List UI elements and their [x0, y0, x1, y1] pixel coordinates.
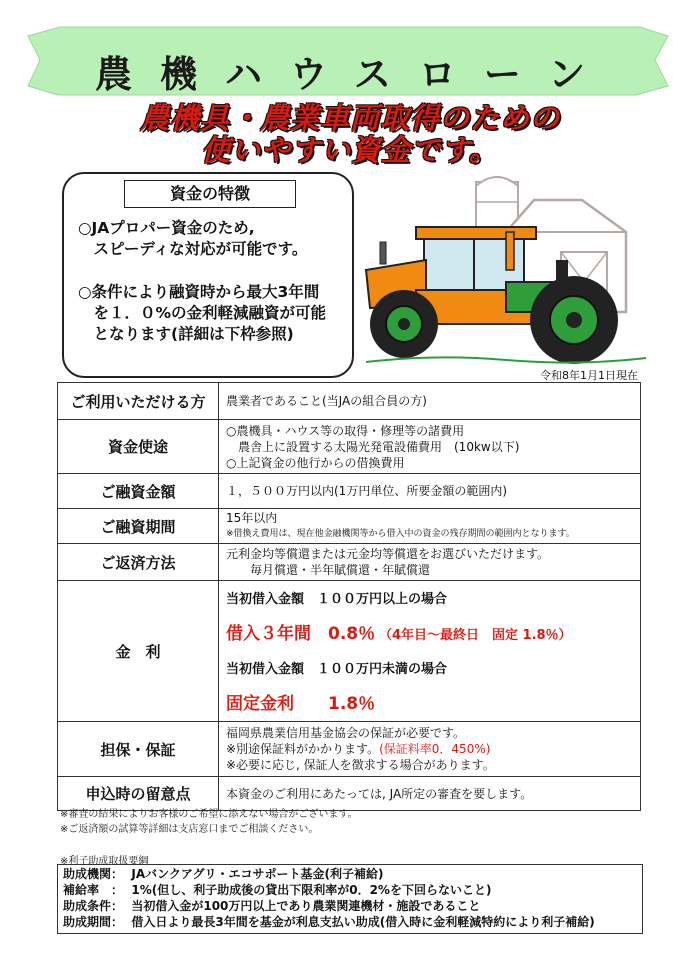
as-of-date: 令和8年1月1日現在	[540, 369, 638, 382]
table-row	[58, 544, 641, 581]
table-row	[58, 420, 641, 474]
row-label-eligibility: ご利用いただける方	[58, 383, 219, 420]
footnote-1: ※審査の結果によりお客様のご希望に添えない場合がございます。	[60, 809, 358, 820]
row-label-guarantee: 担保・保証	[58, 722, 219, 777]
table-row	[58, 722, 641, 777]
subsidy-row-4: 助成期間： 借入日より最長3年間を基金が利息支払い助成(借入時に金利軽減特約により利子補給)	[63, 915, 595, 929]
row-value-interest	[219, 581, 641, 722]
guarantee-line-2	[226, 741, 640, 757]
usage-line-1: ○農機具・ハウス等の取得・修理等の諸費用	[226, 423, 465, 438]
headline-line-1: 農機具・農業車両取得のための	[139, 101, 560, 135]
loan-terms-table	[57, 382, 641, 811]
table-row	[58, 509, 641, 544]
row-value-period	[219, 509, 641, 544]
table-row	[58, 777, 641, 811]
period-note: ※借換え費用は、現在他金融機関等から借入中の資金の残存期間の範囲内となります。	[226, 529, 575, 539]
usage-line-2: 農舎上に設置する太陽光発電設備費用 (10kw以下)	[226, 439, 520, 454]
footnotes	[60, 807, 358, 837]
row-label-notes: 申込時の留意点	[58, 777, 219, 811]
page-title: 農機ハウスローン	[95, 53, 614, 96]
usage-line-3: ○上記資金の他行からの借換費用	[226, 455, 405, 470]
row-label-period: ご融資期間	[58, 509, 219, 544]
interest-case1-main: 借入３年間 0.8％	[226, 624, 376, 644]
guarantee-fee-note: ※別途保証料がかかります。	[226, 742, 380, 756]
table-row	[58, 474, 641, 509]
repayment-line-2: 毎月償還・半年賦償還・年賦償還	[226, 563, 431, 577]
row-label-repayment: ご返済方法	[58, 544, 219, 581]
row-value-amount: １，５００万円以内(1万円単位、所要金額の範囲内)	[219, 474, 641, 509]
tractor-illustration	[356, 172, 652, 372]
subsidy-box	[57, 864, 643, 934]
row-value-usage	[219, 420, 641, 474]
subsidy-row-1: 助成機関： JAバンクアグリ・エコサポート基金(利子補給)	[63, 867, 384, 881]
row-label-interest: 金 利	[58, 581, 219, 722]
feature-item-1: ○JAプロパー資金のため, スピーディな対応が可能です。	[78, 219, 308, 258]
subsidy-row-2: 補給率 ： 1%(但し、利子助成後の貸出下限利率が0．2%を下回らないこと)	[63, 883, 492, 897]
row-label-usage: 資金使途	[58, 420, 219, 474]
row-value-notes: 本資金のご利用にあたっては, JA所定の審査を要します。	[219, 777, 641, 811]
guarantee-fee-rate: (保証料率0．450%)	[379, 742, 491, 756]
subsidy-heading: ※利子助成取扱要綱	[60, 856, 149, 867]
table-row	[58, 581, 641, 722]
row-value-eligibility: 農業者であること(当JAの組合員の方)	[219, 383, 641, 420]
row-value-guarantee	[219, 722, 641, 777]
guarantee-line-3: ※必要に応じ, 保証人を徴求する場合があります。	[226, 758, 495, 772]
period-value: 15年以内	[226, 511, 278, 525]
features-title: 資金の特徴	[124, 180, 296, 208]
feature-item-2: ○条件により融資時から最大3年間 を１．０%の金利軽減融資が可能 となります(詳細は下枠参照)	[78, 283, 327, 343]
guarantee-line-1: 福岡県農業信用基金協会の保証が必要です。	[226, 726, 466, 740]
repayment-line-1: 元利金均等償還または元金均等償還をお選びいただけます。	[226, 547, 550, 561]
footnote-2: ※ご返済額の試算等詳細は支店窓口までご相談ください。	[60, 824, 319, 835]
table-row	[58, 383, 641, 420]
row-label-amount: ご融資金額	[58, 474, 219, 509]
headline-line-2: 使いやすい資金です。	[201, 133, 499, 167]
interest-case2-main: 固定金利 1.8％	[226, 694, 376, 714]
interest-case2-heading: 当初借入金額 １００万円未満の場合	[226, 662, 448, 677]
subsidy-row-3: 助成条件： 当初借入金が100万円以上であり農業関連機材・施設であること	[63, 899, 481, 913]
interest-case1-heading: 当初借入金額 １００万円以上の場合	[226, 592, 448, 607]
interest-case1-rates	[226, 619, 640, 644]
interest-case1-sub: （4年目～最終日 固定 1.8％）	[378, 628, 572, 643]
features-box	[62, 172, 354, 378]
row-value-repayment	[219, 544, 641, 581]
